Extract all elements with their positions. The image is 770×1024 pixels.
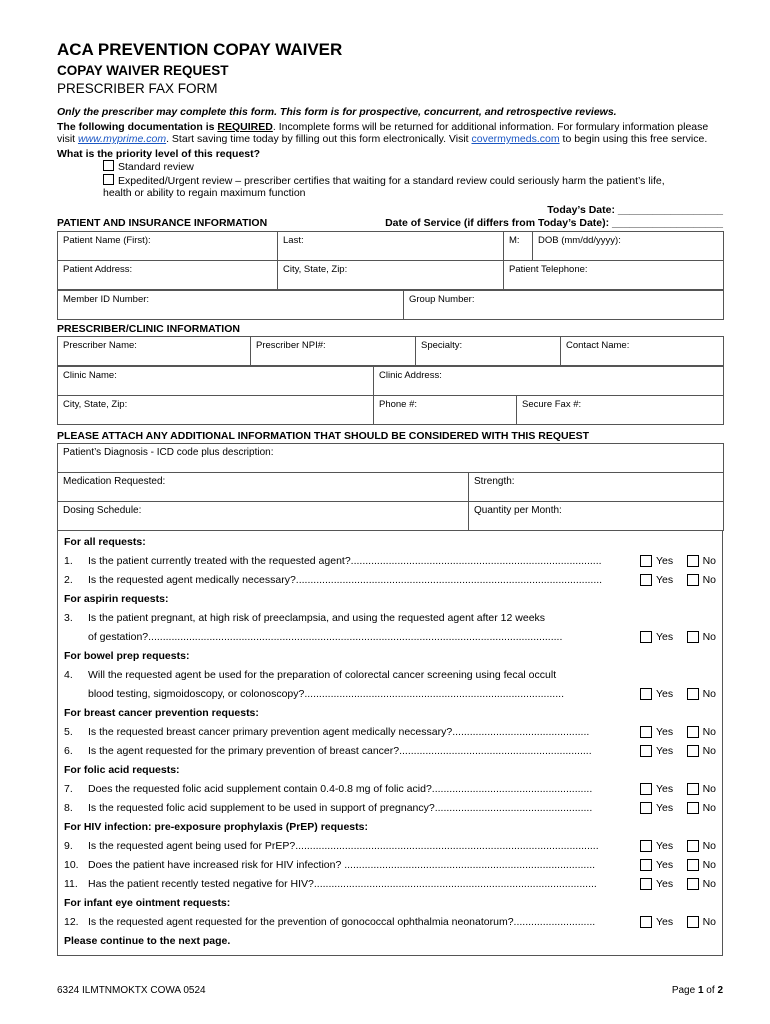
secure-fax-field[interactable]: Secure Fax #: [517, 395, 724, 424]
question-12-text: Is the requested agent requested for the prevention of gonococcal ophthalmia neonatorum?............................ [88, 915, 596, 928]
question-1-text: Is the patient currently treated with the requested agent?...................................................................................... [88, 554, 602, 567]
heading-breast-cancer: For breast cancer prevention requests: [64, 706, 259, 719]
patient-city-field[interactable]: City, State, Zip: [278, 260, 504, 289]
quantity-field[interactable]: Quantity per Month: [469, 501, 724, 530]
specialty-field[interactable]: Specialty: [416, 336, 561, 365]
q8-no-checkbox[interactable] [687, 802, 699, 814]
form-code: 6324 ILMTNMOKTX COWA 0524 [57, 985, 206, 996]
member-id-field[interactable]: Member ID Number: [58, 290, 404, 319]
question-2: 2. Is the requested agent medically necessary?......................................................................................................... Yes No [64, 571, 716, 590]
q12-no-checkbox[interactable] [687, 916, 699, 928]
form-subtitle: COPAY WAIVER REQUEST [57, 63, 229, 78]
heading-bowel-prep: For bowel prep requests: [64, 649, 190, 662]
intro-block [57, 106, 723, 200]
form-type: PRESCRIBER FAX FORM [57, 81, 218, 96]
yes-label: Yes [656, 554, 674, 567]
standard-review-checkbox[interactable] [103, 160, 114, 171]
priority-question: What is the priority level of this request? [57, 147, 261, 160]
patient-last-name-field[interactable]: Last: [278, 231, 504, 260]
q7-no-checkbox[interactable] [687, 783, 699, 795]
question-5-text: Is the requested breast cancer primary prevention agent medically necessary?............................................... [88, 725, 590, 738]
urgent-review-label-cont: health or ability to regain maximum function [103, 187, 306, 199]
question-12: 12. Is the requested agent requested for the prevention of gonococcal ophthalmia neonatorum?............................ Yes No [64, 913, 716, 932]
question-10: 10. Does the patient have increased risk for HIV infection? ...................................................................................... Yes No [64, 856, 716, 875]
patient-first-name-field[interactable]: Patient Name (First): [58, 231, 278, 260]
yes-label: Yes [656, 801, 674, 814]
q12-yes-checkbox[interactable] [640, 916, 652, 928]
q8-yes-checkbox[interactable] [640, 802, 652, 814]
service-date-field[interactable]: Date of Service (if differs from Today’s Date): ___________________ [385, 216, 723, 229]
required-word: REQUIRED [217, 120, 273, 133]
medication-table [57, 443, 724, 531]
clinic-name-field[interactable]: Clinic Name: [58, 366, 374, 395]
patient-dob-field[interactable]: DOB (mm/dd/yyyy): [533, 231, 724, 260]
clinic-city-field[interactable]: City, State, Zip: [58, 395, 374, 424]
diagnosis-field[interactable]: Patient’s Diagnosis - ICD code plus description: [58, 443, 724, 472]
question-9-text: Is the requested agent being used for PrEP?........................................................................................................ [88, 839, 599, 852]
member-table [57, 290, 724, 320]
covermymeds-link[interactable]: covermymeds.com [471, 133, 560, 145]
no-label: No [702, 801, 716, 814]
q5-no-checkbox[interactable] [687, 726, 699, 738]
question-7: 7. Does the requested folic acid supplement contain 0.4-0.8 mg of folic acid?....................................................... Yes No [64, 780, 716, 799]
question-4-text: Will the requested agent be used for the preparation of colorectal cancer screening using fecal occult [88, 668, 557, 681]
page-footer [57, 985, 723, 996]
standard-review-label: Standard review [118, 161, 194, 173]
heading-folic-acid: For folic acid requests: [64, 763, 180, 776]
q6-yes-checkbox[interactable] [640, 745, 652, 757]
no-label: No [702, 630, 716, 643]
q5-yes-checkbox[interactable] [640, 726, 652, 738]
q9-yes-checkbox[interactable] [640, 840, 652, 852]
yes-label: Yes [656, 782, 674, 795]
no-label: No [702, 744, 716, 757]
clinic-phone-field[interactable]: Phone #: [374, 395, 517, 424]
yes-label: Yes [656, 630, 674, 643]
no-label: No [702, 782, 716, 795]
page-total: 2 [717, 985, 723, 996]
q4-yes-checkbox[interactable] [640, 688, 652, 700]
option-urgent [57, 174, 723, 188]
heading-infant-eye: For infant eye ointment requests: [64, 896, 231, 909]
question-10-text: Does the patient have increased risk for HIV infection? ...................................................................................... [88, 858, 596, 871]
question-6-text: Is the agent requested for the primary prevention of breast cancer?.................................................................. [88, 744, 592, 757]
form-page [57, 40, 723, 956]
question-4: 4. Will the requested agent be used for the preparation of colorectal cancer screening using fecal occult [64, 666, 716, 685]
question-3-text-cont: of gestation?.............................................................................................................................................. [88, 630, 563, 643]
question-8-text: Is the requested folic acid supplement to be used in support of pregnancy?...................................................... [88, 801, 593, 814]
patient-mi-field[interactable]: M: [504, 231, 533, 260]
q4-no-checkbox[interactable] [687, 688, 699, 700]
heading-hiv-prep: For HIV infection: pre-exposure prophylaxis (PrEP) requests: [64, 820, 368, 833]
yes-label: Yes [656, 573, 674, 586]
intro-text-d: to begin using this free service. [559, 133, 708, 145]
page-indicator [672, 985, 723, 996]
q3-no-checkbox[interactable] [687, 631, 699, 643]
q10-yes-checkbox[interactable] [640, 859, 652, 871]
question-4-cont [64, 685, 716, 704]
no-label: No [702, 877, 716, 890]
urgent-review-checkbox[interactable] [103, 174, 114, 185]
continue-note: Please continue to the next page. [64, 934, 231, 947]
page-number: 1 [697, 985, 704, 996]
group-number-field[interactable]: Group Number: [404, 290, 724, 319]
prescriber-table-1 [57, 336, 724, 366]
myprime-link[interactable]: www.myprime.com [78, 133, 167, 145]
yes-label: Yes [656, 877, 674, 890]
q9-no-checkbox[interactable] [687, 840, 699, 852]
strength-field[interactable]: Strength: [469, 472, 724, 501]
q1-yes-checkbox[interactable] [640, 555, 652, 567]
yes-label: Yes [656, 915, 674, 928]
no-label: No [702, 554, 716, 567]
question-9: 9. Is the requested agent being used for PrEP?........................................................................................................ Yes No [64, 837, 716, 856]
today-date-field[interactable]: Today’s Date: __________________ [547, 203, 723, 216]
q1-no-checkbox[interactable] [687, 555, 699, 567]
heading-aspirin: For aspirin requests: [64, 592, 169, 605]
page-of-label: of [703, 985, 718, 996]
q11-yes-checkbox[interactable] [640, 878, 652, 890]
questions-box [57, 531, 723, 956]
prescriber-name-field[interactable]: Prescriber Name: [58, 336, 251, 365]
medication-field[interactable]: Medication Requested: [58, 472, 469, 501]
no-label: No [702, 725, 716, 738]
dosing-field[interactable]: Dosing Schedule: [58, 501, 469, 530]
patient-section-header [57, 217, 723, 230]
question-1: 1. Is the patient currently treated with the requested agent?...................................................................................... Yes No [64, 552, 716, 571]
q6-no-checkbox[interactable] [687, 745, 699, 757]
question-4-text-cont: blood testing, sigmoidoscopy, or colonoscopy?......................................................................................... [88, 687, 564, 700]
clinic-address-field[interactable]: Clinic Address: [374, 366, 724, 395]
patient-table [57, 231, 724, 290]
question-2-text: Is the requested agent medically necessary?......................................................................................................... [88, 573, 603, 586]
yes-label: Yes [656, 839, 674, 852]
question-7-text: Does the requested folic acid supplement contain 0.4-0.8 mg of folic acid?....................................................... [88, 782, 593, 795]
q2-yes-checkbox[interactable] [640, 574, 652, 586]
patient-phone-field[interactable]: Patient Telephone: [504, 260, 724, 289]
no-label: No [702, 858, 716, 871]
yes-label: Yes [656, 744, 674, 757]
q2-no-checkbox[interactable] [687, 574, 699, 586]
question-11-text: Has the patient recently tested negative for HIV?................................................................................................. [88, 877, 597, 890]
question-3-text: Is the patient pregnant, at high risk of preeclampsia, and using the requested agent after 12 weeks [88, 611, 546, 624]
patient-address-field[interactable]: Patient Address: [58, 260, 278, 289]
option-standard [57, 160, 723, 174]
question-6: 6. Is the agent requested for the primary prevention of breast cancer?.................................................................. Yes No [64, 742, 716, 761]
question-3-cont [64, 628, 716, 647]
doc-required-lead: The following documentation is [57, 120, 218, 133]
question-8: 8. Is the requested folic acid supplement to be used in support of pregnancy?...................................................... Yes No [64, 799, 716, 818]
yes-label: Yes [656, 725, 674, 738]
prescriber-heading: PRESCRIBER/CLINIC INFORMATION [57, 322, 240, 335]
q7-yes-checkbox[interactable] [640, 783, 652, 795]
page-label: Page [671, 985, 698, 996]
question-11: 11. Has the patient recently tested negative for HIV?................................................................................................. Yes No [64, 875, 716, 894]
yes-label: Yes [656, 687, 674, 700]
q10-no-checkbox[interactable] [687, 859, 699, 871]
no-label: No [702, 573, 716, 586]
prescriber-npi-field[interactable]: Prescriber NPI#: [251, 336, 416, 365]
patient-heading: PATIENT AND INSURANCE INFORMATION [57, 216, 268, 229]
q11-no-checkbox[interactable] [687, 878, 699, 890]
contact-name-field[interactable]: Contact Name: [561, 336, 724, 365]
question-5: 5. Is the requested breast cancer primary prevention agent medically necessary?............................................... Yes No [64, 723, 716, 742]
intro-text-c: . Start saving time today by filling out this form electronically. Visit [166, 133, 472, 145]
question-3: 3. Is the patient pregnant, at high risk of preeclampsia, and using the requested agent after 12 weeks [64, 609, 716, 628]
no-label: No [702, 839, 716, 852]
form-title: ACA PREVENTION COPAY WAIVER [57, 40, 343, 59]
urgent-review-label: Expedited/Urgent review – prescriber certifies that waiting for a standard review could seriously harm the patient’s life, [118, 174, 665, 187]
today-date-row [57, 204, 723, 217]
intro-line-1: Only the prescriber may complete this form. This form is for prospective, concurrent, and retrospective reviews. [57, 106, 617, 118]
heading-all-requests: For all requests: [64, 535, 146, 548]
prescriber-table-2 [57, 366, 724, 425]
no-label: No [702, 687, 716, 700]
additional-info-heading: PLEASE ATTACH ANY ADDITIONAL INFORMATION THAT SHOULD BE CONSIDERED WITH THIS REQUEST [57, 429, 589, 442]
yes-label: Yes [656, 858, 674, 871]
q3-yes-checkbox[interactable] [640, 631, 652, 643]
intro-text-b: . Incomplete forms will be returned for additional information. For formulary information please visit [57, 120, 709, 145]
intro-line-2 [57, 121, 723, 146]
no-label: No [702, 915, 716, 928]
